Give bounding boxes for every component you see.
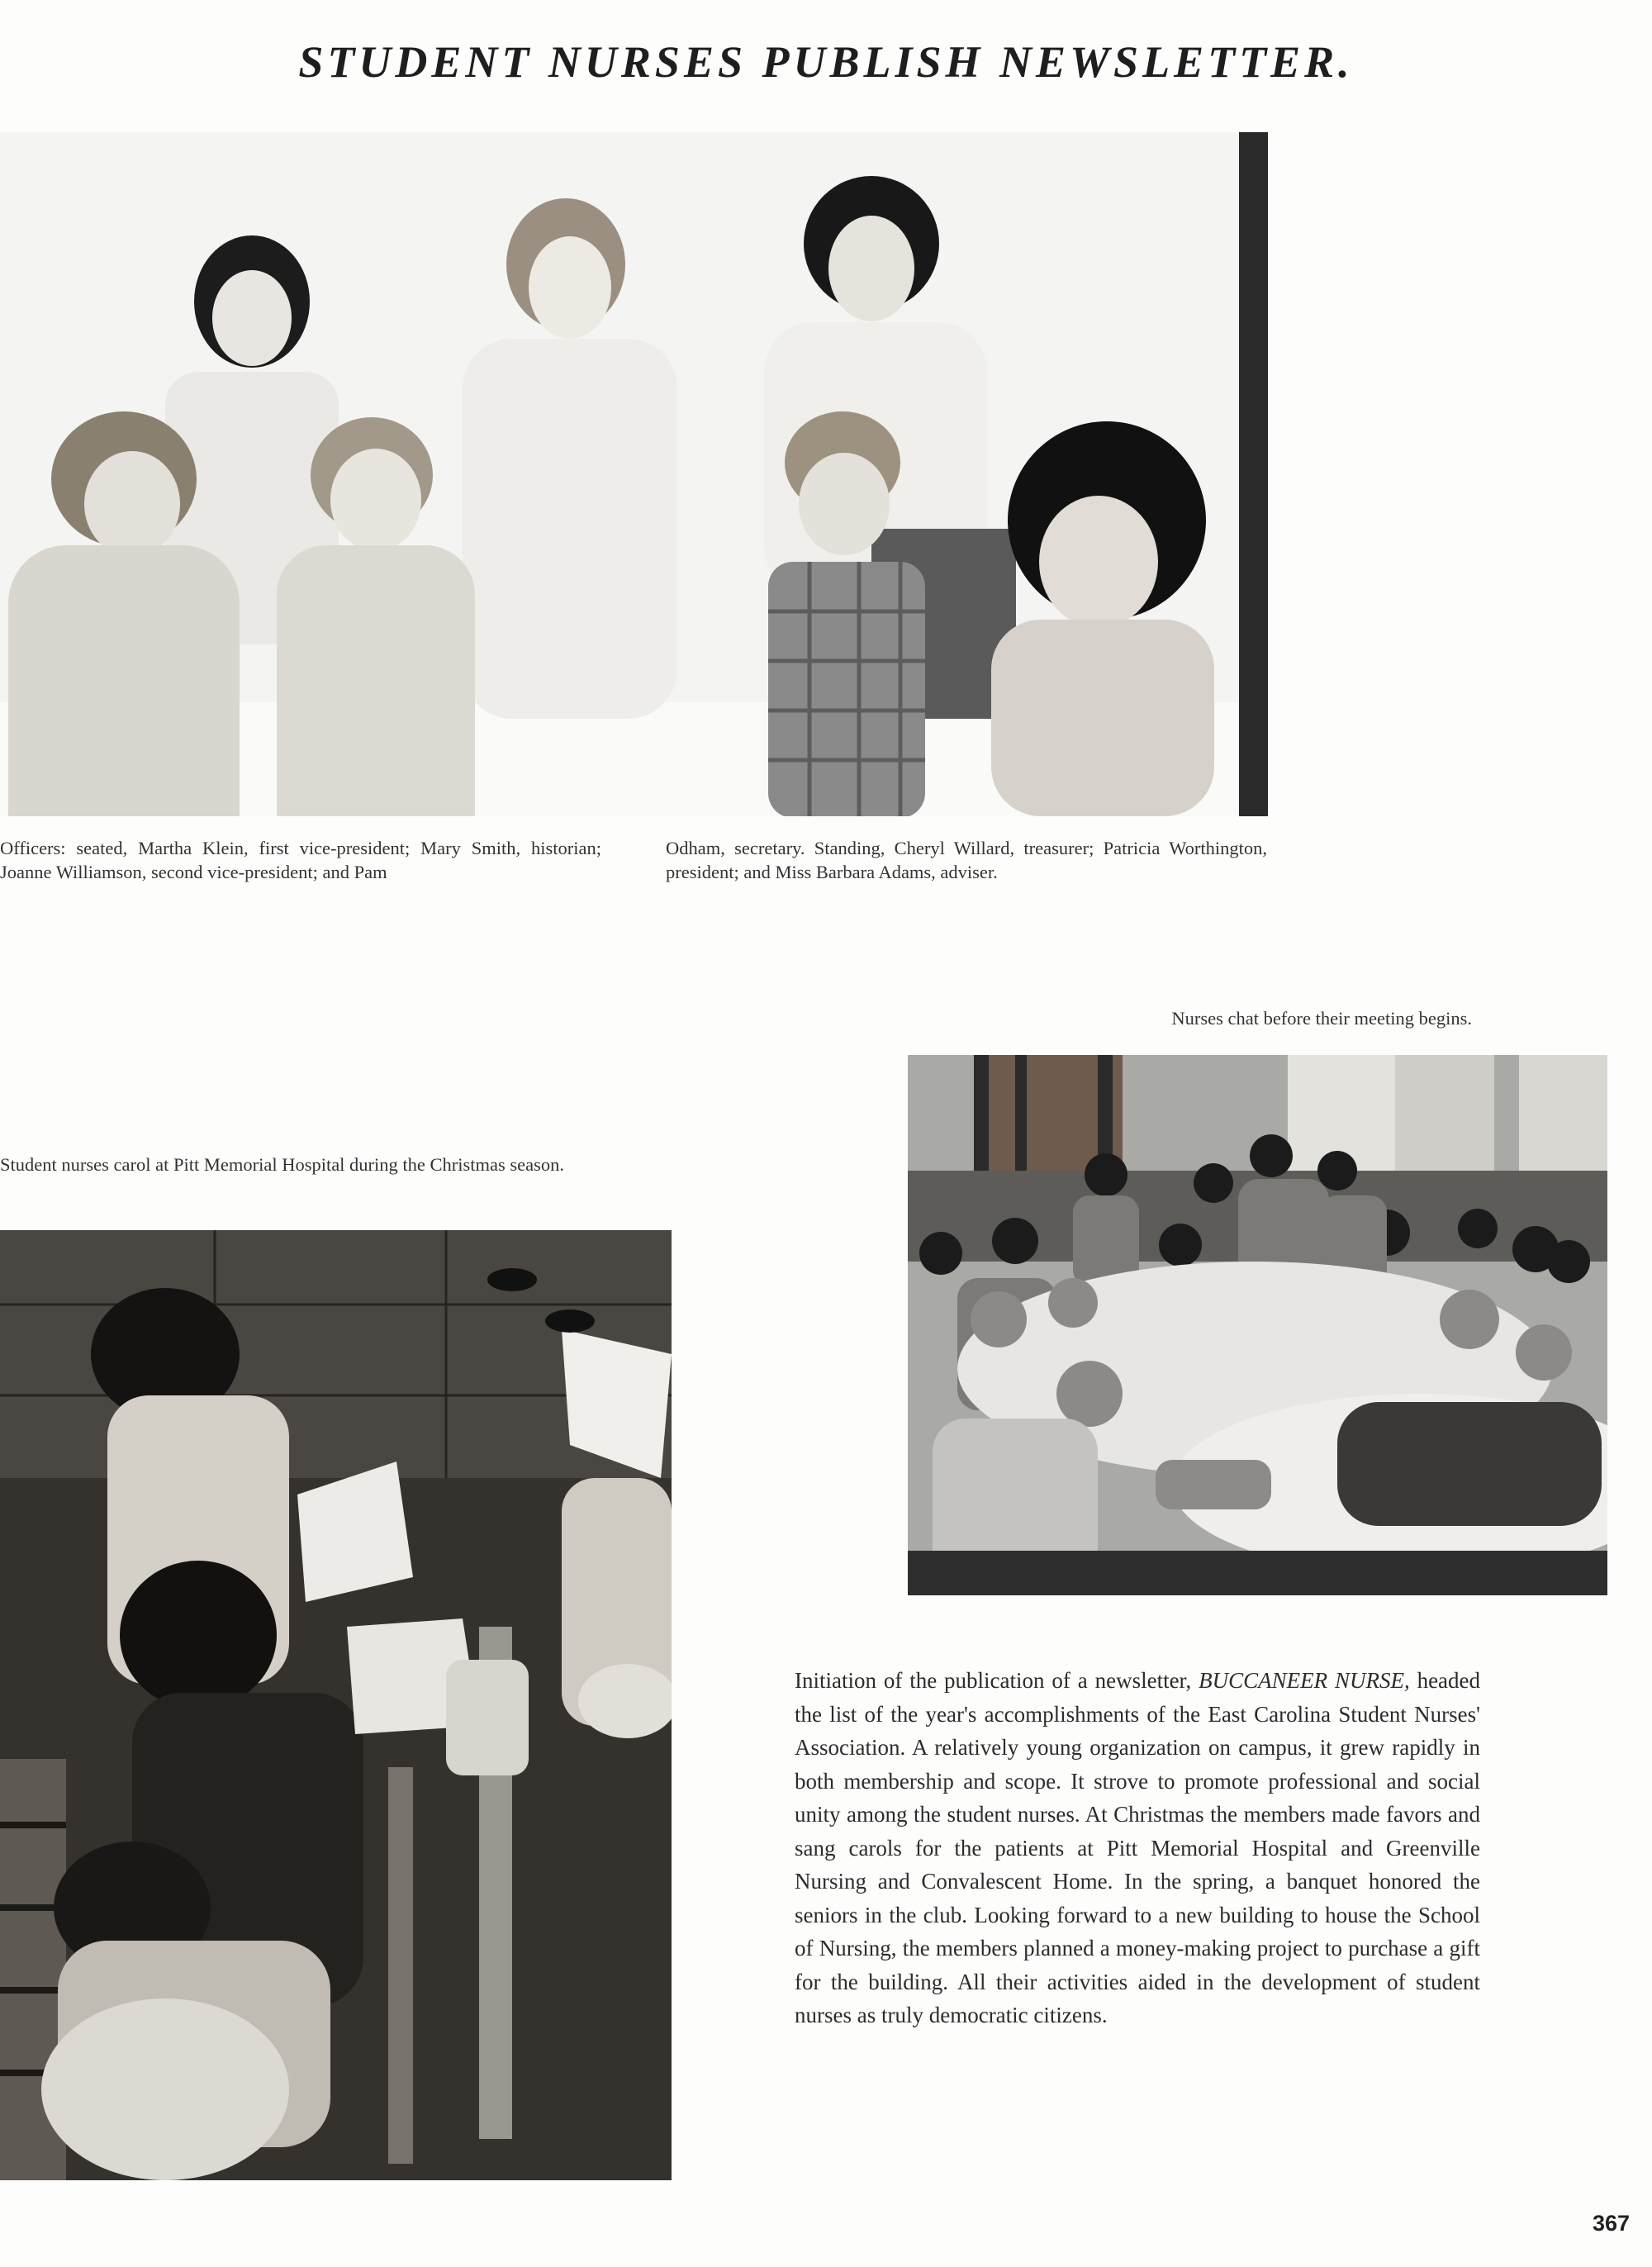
article-intro: Initiation of the publication of a newsletter, [795,1668,1199,1693]
meeting-photo [908,1055,1607,1595]
page-headline: STUDENT NURSES PUBLISH NEWSLETTER. [298,37,1354,87]
article-text: headed the list of the year's accomplishments of the East Carolina Student Nurses' Association. A relatively young organization on campus, it grew rapidly in both membership and scope. It strove to promote professional and social unity among the student nurses. At Christmas the members made favors and sang carols for the patients at Pitt Memorial Hospital and Greenville Nursing and Convalescent Home. In the spring, a banquet honored the seniors in the club. Looking forward to a new building to house the School of Nursing, the members planned a money-making project to purchase a gift for the building. All their activities aided in the development of student nurses as truly democratic citizens. [795,1668,1481,2027]
officers-caption-left: Officers: seated, Martha Klein, first vice-president; Mary Smith, historian; Joanne Williamson, second vice-president; and Pam [0,838,601,882]
carol-photo [0,1230,672,2180]
meeting-caption: Nurses chat before their meeting begins. [1171,1008,1472,1029]
officers-photo [0,132,1268,816]
officers-caption-right: Odham, secretary. Standing, Cheryl Willard, treasurer; Patricia Worthington, president; and Miss Barbara Adams, adviser. [666,838,1267,882]
article-body [795,1664,1480,2032]
newsletter-name: BUCCANEER NURSE, [1199,1668,1410,1693]
page-number: 367 [1593,2211,1631,2236]
carol-caption: Student nurses carol at Pitt Memorial Hospital during the Christmas season. [0,1154,565,1175]
